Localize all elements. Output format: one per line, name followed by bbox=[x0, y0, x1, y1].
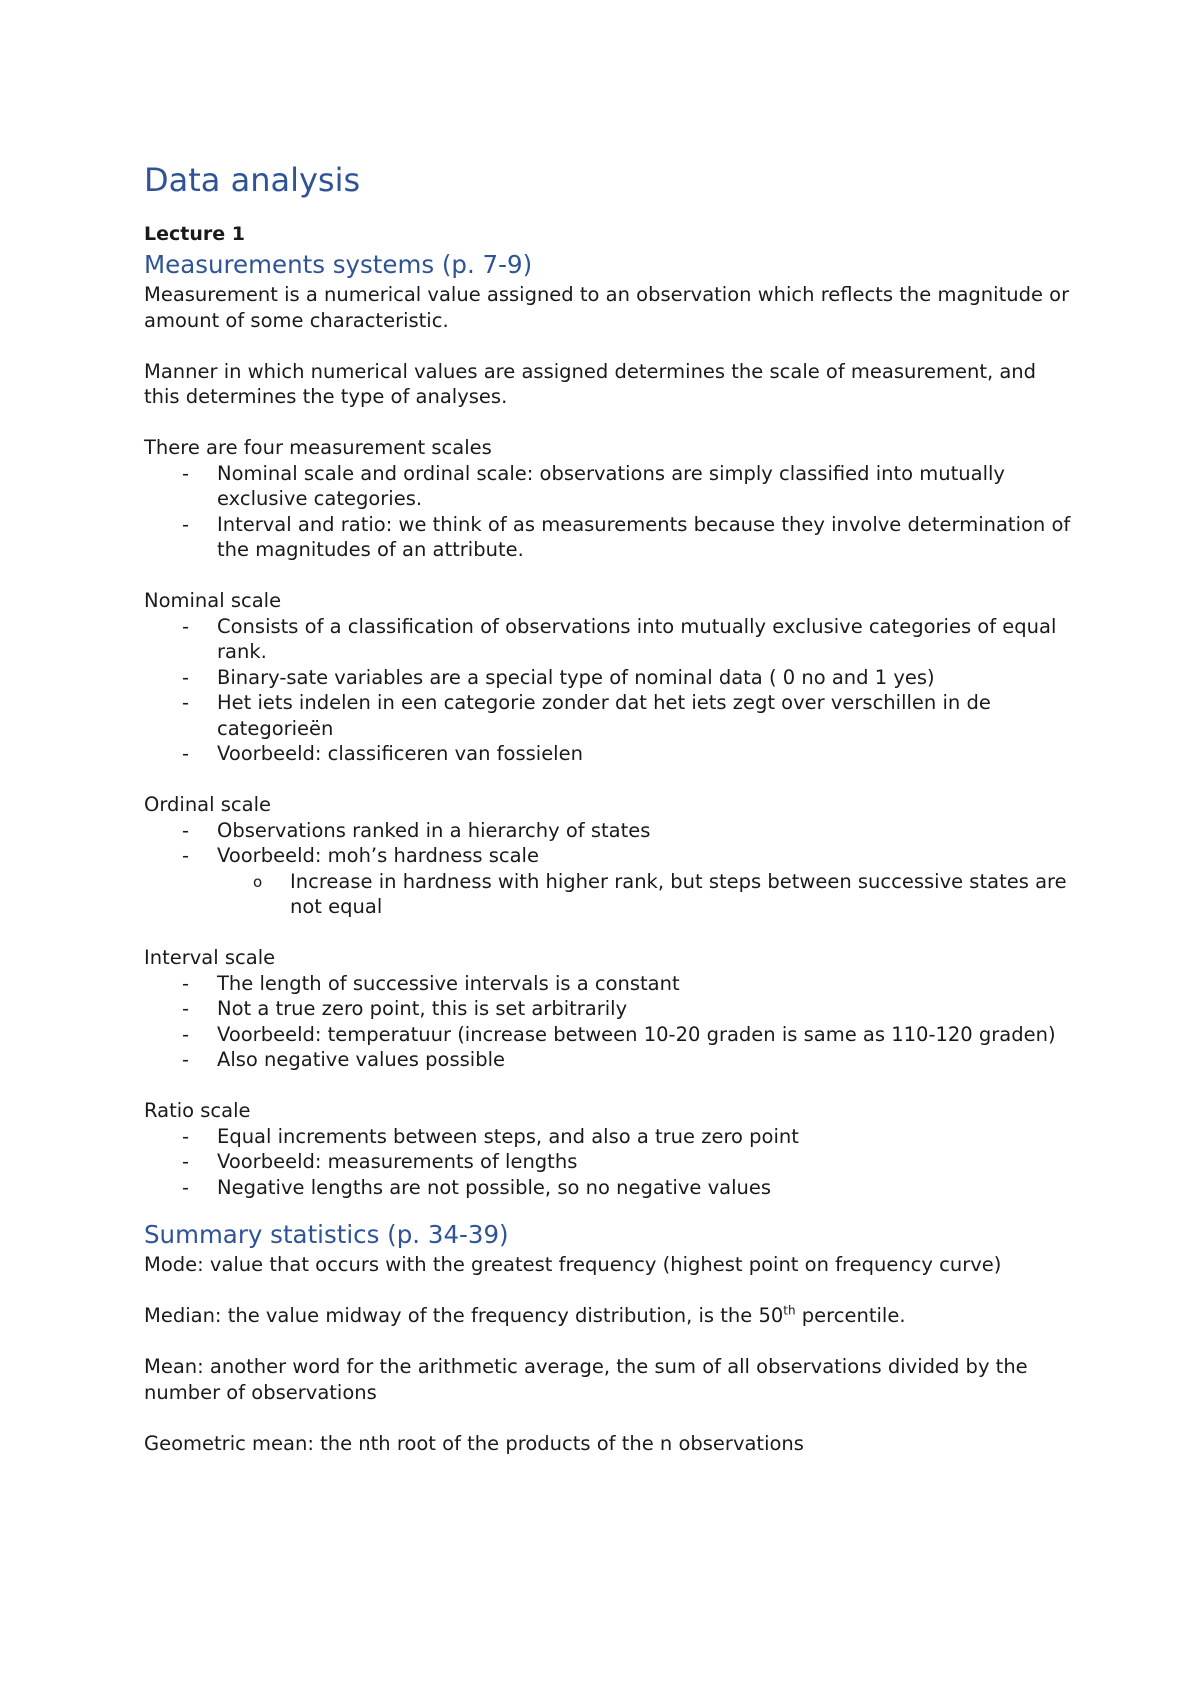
list-item bbox=[144, 1149, 1074, 1175]
list-item bbox=[144, 690, 1074, 741]
ordinal-scale-label: Ordinal scale bbox=[144, 793, 271, 816]
list-item bbox=[144, 843, 1074, 920]
nominal-scale-label: Nominal scale bbox=[144, 589, 282, 612]
list-item-text: Equal increments between steps, and also a true zero point bbox=[217, 1124, 799, 1148]
paragraph-median bbox=[144, 1303, 1074, 1329]
list-item bbox=[144, 665, 1074, 691]
paragraph-scale-manner: Manner in which numerical values are assigned determines the scale of measurement, and this determines the type of analyses. bbox=[144, 359, 1037, 408]
list-item-text: The length of successive intervals is a constant bbox=[217, 971, 680, 995]
median-superscript: th bbox=[783, 1303, 796, 1318]
list-item bbox=[144, 741, 1074, 767]
dash-bullet: - bbox=[182, 818, 190, 842]
ratio-scale-list bbox=[144, 1124, 1074, 1201]
dash-bullet: - bbox=[182, 742, 190, 765]
document-body bbox=[144, 160, 1074, 1482]
list-item-text: Binary-sate variables are a special type of nominal data ( 0 no and 1 yes) bbox=[217, 665, 935, 689]
nominal-scale-list bbox=[144, 614, 1074, 767]
list-item-text: Interval and ratio: we think of as measurements because they involve determination of the magnitudes of an attribute. bbox=[217, 512, 1071, 561]
dash-bullet: - bbox=[182, 1048, 190, 1071]
sub-list-item bbox=[217, 869, 1074, 920]
dash-bullet: - bbox=[182, 1175, 190, 1199]
dash-bullet: - bbox=[182, 461, 190, 485]
dash-bullet: - bbox=[182, 665, 190, 689]
dash-bullet: - bbox=[182, 1150, 190, 1173]
list-item bbox=[144, 461, 1074, 512]
interval-scale-label: Interval scale bbox=[144, 946, 276, 969]
dash-bullet: - bbox=[182, 614, 190, 638]
heading-summary-statistics: Summary statistics (p. 34-39) bbox=[144, 1220, 509, 1249]
dash-bullet: - bbox=[182, 997, 190, 1020]
paragraph-mean: Mean: another word for the arithmetic average, the sum of all observations divided by the number of observations bbox=[144, 1355, 1028, 1404]
list-item-text: Negative lengths are not possible, so no negative values bbox=[217, 1175, 772, 1199]
dash-bullet: - bbox=[182, 512, 190, 536]
scales-list bbox=[144, 461, 1074, 563]
list-item bbox=[144, 996, 1074, 1022]
list-item bbox=[144, 971, 1074, 997]
list-item-text: Voorbeeld: moh’s hardness scale bbox=[217, 844, 539, 867]
ordinal-sub-list bbox=[217, 869, 1074, 920]
scales-intro: There are four measurement scales bbox=[144, 436, 492, 459]
dash-bullet: - bbox=[182, 691, 190, 714]
list-item-text: Voorbeeld: temperatuur (increase between 10-20 graden is same as 110-120 graden) bbox=[217, 1022, 1056, 1046]
list-item bbox=[144, 1022, 1074, 1048]
list-item-text: Voorbeeld: measurements of lengths bbox=[217, 1150, 578, 1173]
ordinal-scale-list bbox=[144, 818, 1074, 920]
list-item bbox=[144, 818, 1074, 844]
list-item-text: Observations ranked in a hierarchy of states bbox=[217, 818, 651, 842]
list-item bbox=[144, 512, 1074, 563]
paragraph-measurement-definition: Measurement is a numerical value assigned to an observation which reflects the magnitude or amount of some characteristic. bbox=[144, 283, 1070, 332]
list-item-text: Het iets indelen in een categorie zonder dat het iets zegt over verschillen in de categorieën bbox=[217, 691, 991, 740]
list-item bbox=[144, 1047, 1074, 1073]
dash-bullet: - bbox=[182, 971, 190, 995]
interval-scale-list bbox=[144, 971, 1074, 1073]
ratio-scale-label: Ratio scale bbox=[144, 1099, 251, 1122]
paragraph-mode: Mode: value that occurs with the greatest frequency (highest point on frequency curve) bbox=[144, 1253, 1002, 1276]
document-title: Data analysis bbox=[144, 161, 361, 199]
list-item bbox=[144, 1124, 1074, 1150]
paragraph-geometric-mean: Geometric mean: the nth root of the products of the n observations bbox=[144, 1431, 804, 1455]
median-text-end: percentile. bbox=[795, 1304, 906, 1327]
dash-bullet: - bbox=[182, 844, 190, 867]
list-item-text: Also negative values possible bbox=[217, 1048, 505, 1071]
list-item bbox=[144, 1175, 1074, 1201]
dash-bullet: - bbox=[182, 1022, 190, 1046]
circle-bullet: o bbox=[253, 872, 263, 891]
dash-bullet: - bbox=[182, 1124, 190, 1148]
list-item-text: Not a true zero point, this is set arbitrarily bbox=[217, 997, 628, 1020]
list-item-text: Nominal scale and ordinal scale: observations are simply classified into mutually exclusive categories. bbox=[217, 461, 1005, 510]
list-item-text: Consists of a classification of observations into mutually exclusive categories of equal rank. bbox=[217, 614, 1057, 663]
list-item bbox=[144, 614, 1074, 665]
heading-measurement-systems: Measurements systems (p. 7-9) bbox=[144, 250, 533, 279]
lecture-label: Lecture 1 bbox=[144, 223, 245, 245]
sub-list-item-text: Increase in hardness with higher rank, but steps between successive states are not equal bbox=[290, 869, 1067, 918]
list-item-text: Voorbeeld: classificeren van fossielen bbox=[217, 742, 583, 765]
median-text: Median: the value midway of the frequency distribution, is the 50 bbox=[144, 1304, 784, 1327]
